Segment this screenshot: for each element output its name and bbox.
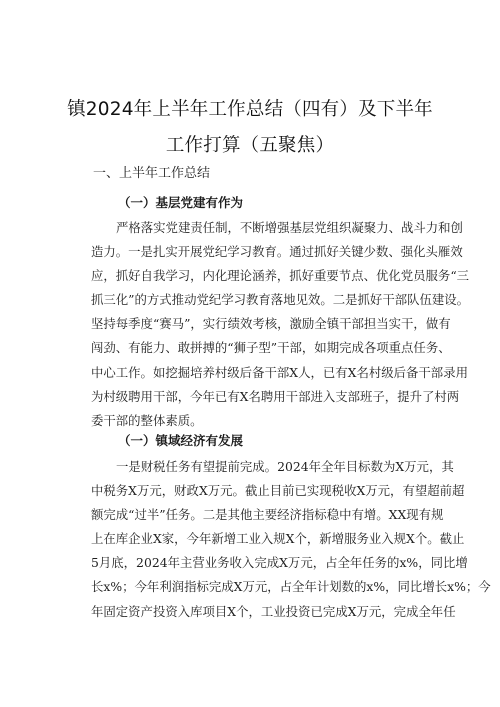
paragraph-line: 一是财税任务有望提前完成。2024年全年目标数为X万元，其 [116, 459, 454, 474]
subsection-heading-party: （一）基层党建有作为 [118, 195, 244, 210]
paragraph-line: 中心工作。如挖掘培养村级后备干部X人，已有X名村级后备干部录用 [91, 364, 468, 380]
paragraph-economy [91, 455, 491, 624]
paragraph-line: 严格落实党建责任制，不断增强基层党组织凝聚力、战斗力和创 [116, 220, 463, 235]
paragraph-line: 委干部的整体素质。 [91, 412, 203, 428]
paragraph-party-building [91, 216, 470, 433]
paragraph-line: 长x%；今年利润指标完成X万元，占全年计划数的x%，同比增长x%；今 [91, 579, 491, 595]
paragraph-line: 中税务X万元，财政X万元。截止目前已实现税收X万元，有望超前超 [91, 483, 465, 499]
title-line-2: 工作打算（五聚焦） [165, 135, 335, 156]
subsection-heading-economy: （一）镇域经济有发展 [118, 433, 244, 448]
document-title [60, 92, 440, 164]
paragraph-line: 坚持每季度“赛马”，实行绩效考核，激励全镇干部担当实干，做有 [91, 316, 451, 332]
section-heading: 一、上半年工作总结 [93, 166, 211, 181]
paragraph-line: 闯劲、有能力、敢拼搏的“狮子型”干部，如期完成各项重点任务、 [91, 340, 451, 356]
paragraph-line: 额完成“过半”任务。二是其他主要经济指标稳中有增。XX现有规 [91, 507, 444, 523]
paragraph-line: 应，抓好自我学习，内化理论涵养，抓好重要节点、优化党员服务“三 [91, 268, 470, 284]
paragraph-line: 为村级聘用干部，今年已有X名聘用干部进入支部班子，提升了村两 [91, 388, 460, 404]
paragraph-line: 抓三化”的方式推动党纪学习教育落地见效。二是抓好干部队伍建设。 [91, 292, 470, 308]
paragraph-line: 上在库企业X家，今年新增工业入规X个，新增服务业入规X个。截止 [91, 531, 465, 547]
paragraph-line: 造力。一是扎实开展党纪学习教育。通过抓好关键少数、强化头雁效 [91, 244, 463, 260]
paragraph-line: 年固定资产投资入库项目X个，工业投资已完成X万元，完成全年任 [91, 603, 456, 619]
title-line-1: 镇2024年上半年工作总结（四有）及下半年 [67, 99, 433, 120]
paragraph-line: 5月底，2024年主营业务收入完成X万元，占全年任务的x%，同比增 [91, 555, 468, 571]
